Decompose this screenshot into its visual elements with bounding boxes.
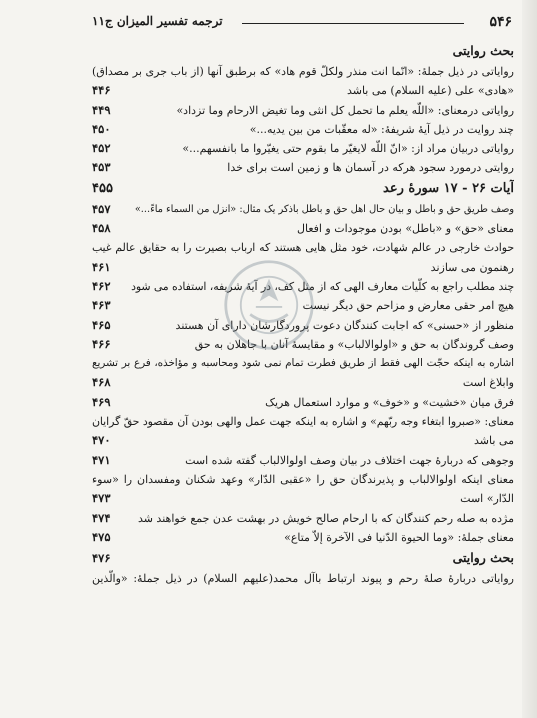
toc-entry [92,219,514,238]
toc-entry [92,139,514,158]
running-title: ترجمه تفسیر المیزان ج۱۱ [92,14,223,28]
toc-entry [92,120,514,139]
entry-text: معنای «حق» و «باطل» بودن موجودات و افعال [296,222,514,236]
entry-text: روایاتی دربارهٔ صلهٔ رحم و پیوند ارتباط باآل محمد(علیهم السلام) در ذیل جملهٔ: «والّذین [92,572,514,586]
toc-entry [92,101,514,120]
toc-entry [92,393,514,412]
page-number: ۵۴۶ [489,14,512,30]
entry-text: وجوهی که دربارهٔ جهت اختلاف در بیان وصف اولوالالباب گفته شده است [185,453,514,467]
entry-text: آیات ۲۶ - ۱۷ سورهٔ رعد [383,180,514,196]
entry-page-number: ۴۶۱ [92,259,111,274]
entry-page-number: ۴۵۳ [92,160,111,175]
toc-entry [92,431,514,450]
toc-entry [92,158,514,177]
page-header [92,12,512,34]
entry-text: رهنمون می سازند [430,260,514,274]
entry-page-number: ۴۴۹ [92,102,111,117]
header-rule [242,23,464,24]
entry-text: چند مطلب راجع به کلّیات معارف الهی که از مثل کف، در آیهٔ شریفه، استفاده می شود [131,279,514,293]
entry-page-number: ۴۵۲ [92,141,111,156]
entry-page-number: ۴۵۵ [92,180,113,196]
entry-page-number: ۴۷۴ [92,510,111,525]
entry-page-number: ۴۷۰ [92,433,111,448]
verse-range-heading [92,178,514,200]
entry-text: حوادث خارجی در عالم شهادت، خود مثل هایی هستند که ارباب بصیرت را به حقایق عالم غیب [92,241,514,255]
entry-text: معنای: «صبروا ابتغاء وجه ربّهم» و اشاره به اینکه جهت عمل والهی بودن آن مقصود حقّ گرایان [92,415,514,429]
entry-text: وابلاغ است [462,376,514,390]
entry-page-number: ۴۶۵ [92,317,111,332]
entry-page-number: ۴۶۲ [92,278,111,293]
toc-entry [92,451,514,470]
entry-text: وصف طریق حق و باطل و بیان حال اهل حق و باطل باذکر یک مثال: «انزل من السماء ماءً...» [134,203,514,215]
entry-text: هیچ امر حقی معارض و مزاحم حق دیگر نیست [302,299,514,313]
entry-page-number: ۴۶۶ [92,336,111,351]
entry-page-number: ۴۷۳ [92,491,111,506]
section-heading [92,40,514,62]
entry-page-number: ۴۷۵ [92,529,111,544]
entry-text: مژده به صله رحم کنندگان که با ارحام صالح خویش در بهشت عدن جمع خواهند شد [137,511,514,525]
entry-page-number: ۴۵۷ [92,201,111,216]
entry-text: بحث روایتی [452,550,514,566]
entry-text: وصف گروندگان به حق و «اولوالالباب» و مقایسهٔ آنان با جاهلان به حق [194,337,514,351]
toc-entry [92,412,514,431]
entry-text: روایتی درمورد سجود هرکه در آسمان ها و زمین است برای خدا [227,161,514,175]
toc-entry [92,62,514,81]
entry-page-number: ۴۶۹ [92,394,111,409]
toc-entry [92,373,514,392]
toc-entry [92,489,514,508]
entry-page-number: ۴۶۸ [92,375,111,390]
toc-entry [92,509,514,528]
entry-page-number: ۴۷۶ [92,551,111,566]
book-gutter-shadow [522,0,537,718]
toc-entry [92,528,514,547]
toc-entry [92,238,514,257]
library-watermark-logo [222,258,316,352]
entry-text: منظور از «حسنی» که اجابت کنندگان دعوت پروردگارشان دارای آن هستند [175,318,514,332]
entry-text: معنای جملهٔ: «وما الحیوة الدّنیا فی الآخرة إلاّ متاع» [284,530,514,544]
entry-text: اشاره به اینکه حجّت الهی فقط از طریق فطرت تمام نمی شود ومحاسبه و مؤاخذه، فرع بر تشریع [92,357,514,370]
entry-page-number: ۴۷۱ [92,452,111,467]
entry-page-number: ۴۵۰ [92,121,111,136]
entry-page-number: ۴۶۳ [92,298,111,313]
toc-entry [92,470,514,489]
entry-page-number: ۴۵۸ [92,221,111,236]
entry-page-number: ۴۴۶ [92,83,111,98]
entry-text: روایاتی درمعنای: «اللّه یعلم ما تحمل کل انثی وما تغیض الارحام وما تزداد» [176,103,514,117]
toc-entry [92,569,514,588]
entry-text: معنای اینکه اولوالالباب و پذیرندگان حق را «عقبی الدّار» وعهد شکنان ومفسدان را «سوء [92,472,514,486]
section-heading [92,547,514,569]
entry-text: بحث روایتی [452,43,514,58]
toc-entry [92,81,514,100]
entry-text: چند روایت در ذیل آیهٔ شریفهٔ: «له معقّبات من بین یدیه...» [249,122,514,136]
entry-text: فرق میان «خشیت» و «خوف» و موارد استعمال هریک [265,395,514,409]
entry-text: الدّار» است [460,492,514,506]
entry-text: روایاتی دربیان مراد از: «انّ اللّه لایغیّر ما بقوم حتی یغیّروا ما بانفسهم...» [182,142,514,156]
toc-entry [92,200,514,219]
entry-text: می باشد [474,434,514,448]
entry-text: «هادی» علی (علیه السلام) می باشد [346,84,514,98]
toc-entry [92,354,514,373]
entry-text: روایاتی در ذیل جملهٔ: «انّما انت منذر ولکلّ قوم هاد» که برطبق آنها (از باب جری بر مصداق) [92,65,514,78]
